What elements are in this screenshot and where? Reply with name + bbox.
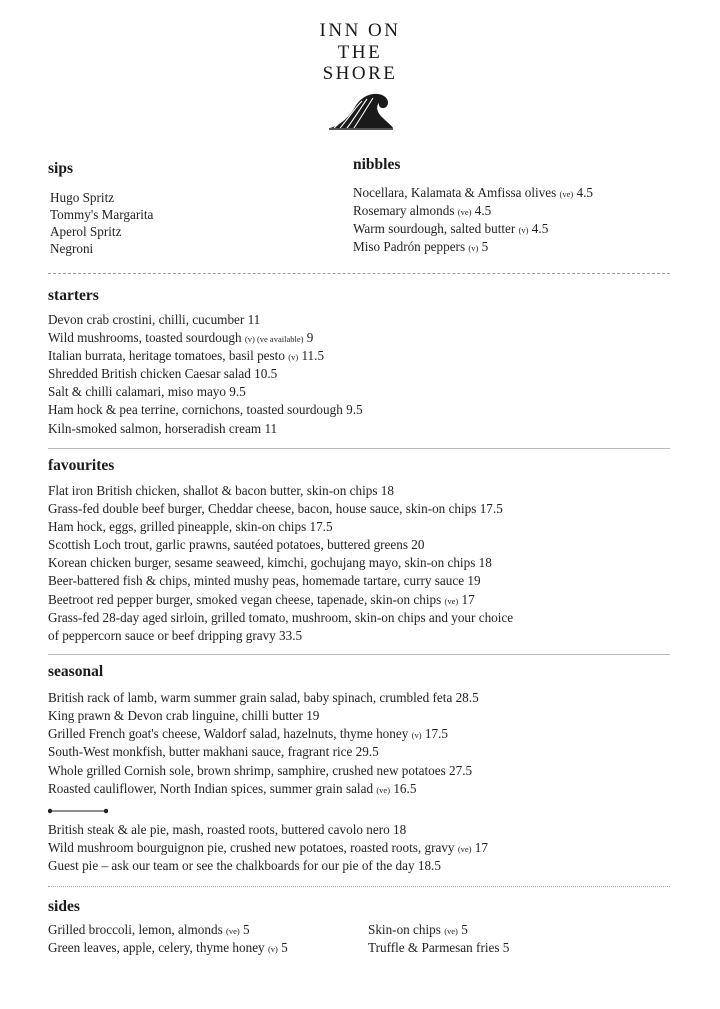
menu-item: Whole grilled Cornish sole, brown shrimp, samphire, crushed new potatoes 27.5 [48, 763, 473, 778]
menu-item: Guest pie – ask our team or see the chalkboards for our pie of the day 18.5 [48, 858, 441, 873]
item-price: 17 [461, 592, 475, 607]
menu-item: Beer-battered fish & chips, minted mushy peas, homemade tartare, curry sauce 19 [48, 573, 481, 588]
item-text: Wild mushroom bourguignon pie, crushed new potatoes, roasted roots, gravy [48, 840, 455, 855]
menu-item: Grass-fed double beef burger, Cheddar cheese, bacon, house sauce, skin-on chips 17.5 [48, 501, 503, 516]
menu-item: Tommy's Margarita [50, 207, 154, 222]
item-text: Rosemary almonds [353, 203, 455, 218]
item-price: 11.5 [301, 348, 325, 363]
restaurant-name [0, 20, 720, 85]
item-text: Beetroot red pepper burger, smoked vegan cheese, tapenade, skin-on chips [48, 592, 442, 607]
dietary-note: (v) (ve available) [244, 334, 304, 344]
dietary-note: (ve) [457, 207, 472, 217]
item-price: 9 [306, 330, 314, 345]
dietary-note: (ve) [376, 785, 391, 795]
item-price: 16.5 [393, 781, 417, 796]
section-heading-favourites: favourites [48, 457, 115, 474]
item-text: Warm sourdough, salted butter [353, 221, 516, 236]
dietary-note: (ve) [559, 189, 574, 199]
menu-item: Ham hock & pea terrine, cornichons, toasted sourdough 9.5 [48, 402, 363, 417]
item-price: 5 [461, 922, 468, 937]
menu-item [353, 185, 593, 201]
dietary-note: (ve) [444, 926, 458, 936]
section-divider [48, 273, 670, 274]
section-divider [48, 886, 670, 887]
item-price: 5 [242, 922, 250, 937]
item-price: 4.5 [576, 185, 594, 200]
dietary-note: (v) [411, 730, 422, 740]
item-text: Roasted cauliflower, North Indian spices, summer grain salad [48, 781, 374, 796]
menu-item: of peppercorn sauce or beef dripping gravy 33.5 [48, 628, 303, 643]
menu-item: Salt & chilli calamari, miso mayo 9.5 [48, 384, 246, 399]
item-price: 17 [474, 840, 488, 855]
dietary-note: (v) [468, 243, 479, 253]
menu-item: British rack of lamb, warm summer grain salad, baby spinach, crumbled feta 28.5 [48, 690, 479, 705]
item-text: Skin-on chips [368, 922, 441, 937]
menu-item: Truffle & Parmesan fries 5 [368, 940, 510, 955]
item-text: Grilled French goat's cheese, Waldorf salad, hazelnuts, thyme honey [48, 726, 409, 741]
item-text: Nocellara, Kalamata & Amfissa olives [353, 185, 557, 200]
menu-item: Scottish Loch trout, garlic prawns, sautéed potatoes, buttered greens 20 [48, 537, 425, 552]
wave-icon [327, 87, 395, 131]
dietary-note: (v) [267, 944, 278, 954]
menu-item: Hugo Spritz [50, 190, 115, 205]
restaurant-name-line: SHORE [322, 63, 398, 84]
menu-item: Korean chicken burger, sesame seaweed, kimchi, gochujang mayo, skin-on chips 18 [48, 555, 492, 570]
menu-item: Negroni [50, 241, 94, 256]
item-text: Grilled broccoli, lemon, almonds [48, 922, 223, 937]
item-price: 5 [481, 239, 489, 254]
menu-item [48, 922, 250, 938]
menu-item [353, 203, 491, 219]
restaurant-name-line: THE [337, 41, 383, 63]
dietary-note: (ve) [444, 596, 459, 606]
section-heading-starters: starters [48, 287, 99, 304]
menu-item [48, 840, 488, 856]
section-heading-sips: sips [48, 160, 73, 177]
menu-item: Aperol Spritz [50, 224, 122, 239]
item-text: Green leaves, apple, celery, thyme honey [48, 940, 265, 955]
item-text: Italian burrata, heritage tomatoes, basil pesto [48, 348, 285, 363]
menu-item: Devon crab crostini, chilli, cucumber 11 [48, 312, 261, 327]
dietary-note: (ve) [457, 844, 472, 854]
menu-item: South-West monkfish, butter makhani sauce, fragrant rice 29.5 [48, 744, 379, 759]
restaurant-name-line: INN ON [319, 20, 401, 41]
menu-item [48, 781, 416, 797]
menu-item [368, 922, 468, 938]
menu-item [48, 330, 313, 346]
section-divider [48, 654, 670, 655]
item-text: Wild mushrooms, toasted sourdough [48, 330, 242, 345]
ornament-divider-icon [48, 806, 108, 816]
dietary-note: (v) [518, 225, 529, 235]
menu-item: British steak & ale pie, mash, roasted roots, buttered cavolo nero 18 [48, 822, 407, 837]
menu-item: Shredded British chicken Caesar salad 10.5 [48, 366, 278, 381]
item-price: 5 [281, 940, 288, 955]
menu-item: Grass-fed 28-day aged sirloin, grilled tomato, mushroom, skin-on chips and your choice [48, 610, 514, 625]
section-heading-sides: sides [48, 898, 80, 915]
dietary-note: (ve) [226, 926, 240, 936]
menu-item [353, 221, 548, 237]
dietary-note: (v) [288, 352, 299, 362]
menu-item [353, 239, 488, 255]
menu-item [48, 348, 324, 364]
section-heading-nibbles: nibbles [353, 156, 401, 173]
menu-item [48, 940, 288, 956]
item-price: 4.5 [531, 221, 549, 236]
menu-item: Flat iron British chicken, shallot & bacon butter, skin-on chips 18 [48, 483, 394, 498]
menu-item [48, 726, 448, 742]
menu-item: King prawn & Devon crab linguine, chilli butter 19 [48, 708, 320, 723]
section-heading-seasonal: seasonal [48, 663, 104, 680]
menu-item [48, 592, 475, 608]
menu-item: Kiln-smoked salmon, horseradish cream 11 [48, 421, 278, 436]
menu-item: Ham hock, eggs, grilled pineapple, skin-on chips 17.5 [48, 519, 333, 534]
section-divider [48, 448, 670, 449]
item-price: 4.5 [474, 203, 492, 218]
item-text: Miso Padrón peppers [353, 239, 466, 254]
item-price: 17.5 [424, 726, 448, 741]
